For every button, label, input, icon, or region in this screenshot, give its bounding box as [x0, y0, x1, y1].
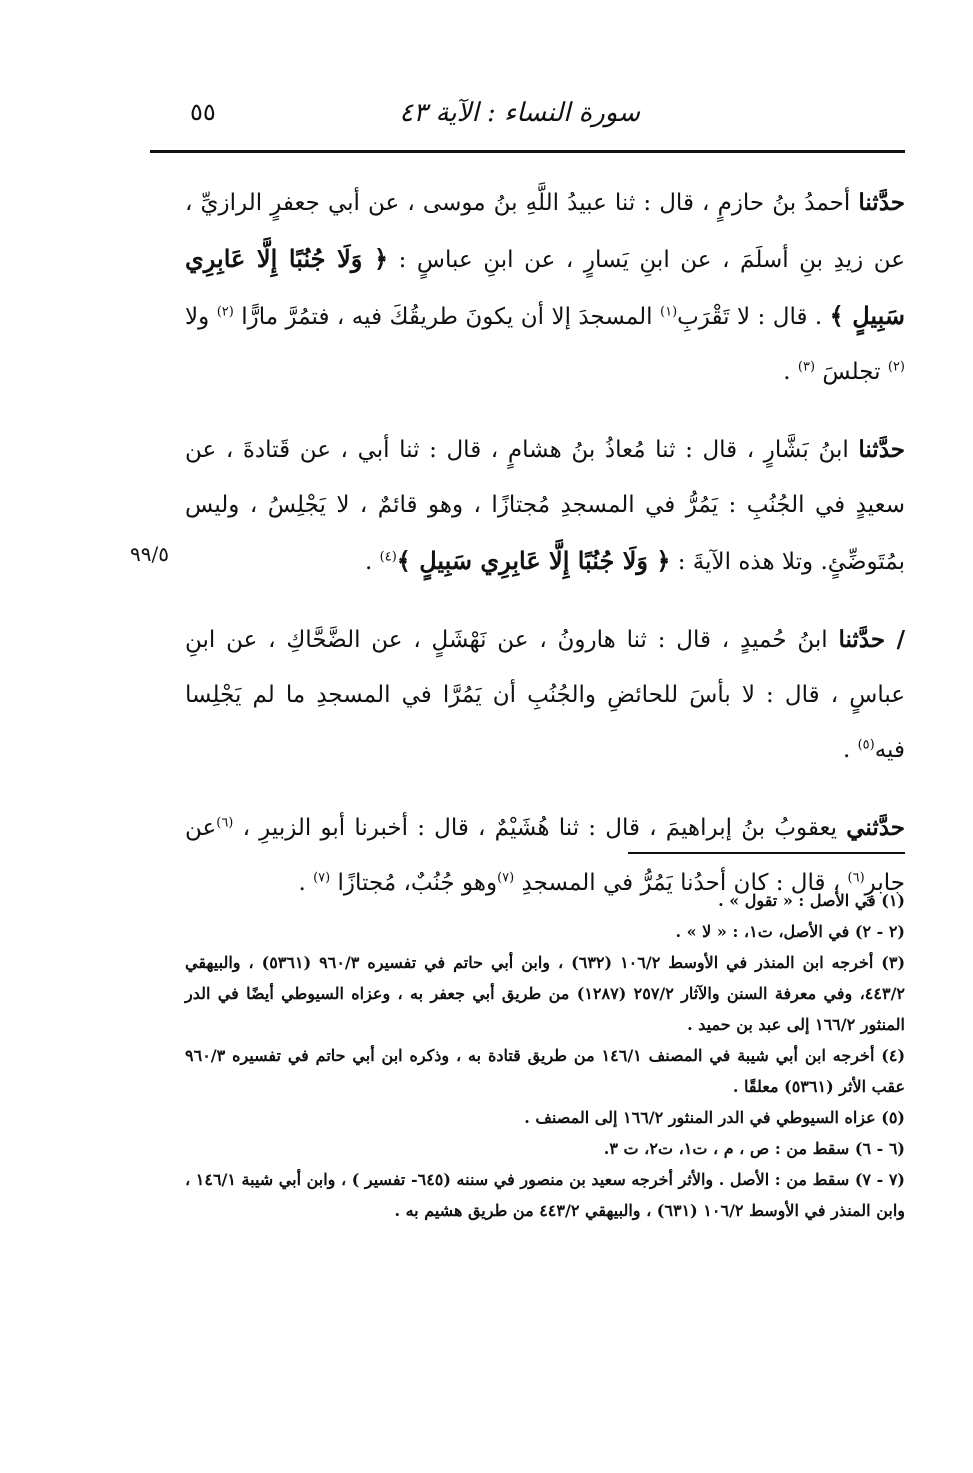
- footnote: (٣) أخرجه ابن المنذر في الأوسط ١٠٦/٢ (٦٣٢) ، وابن أبي حاتم في تفسيره ٩٦٠/٣ (٥٣٦١) ، والبيهقي ٤٤٣/٢، وفي معرفة السنن والآثار ٢٥٧/٢ (١٢٨٧) من طريق أبي جعفر به ، وعزاه السيوطي أيضًا في الدر المنثور ١٦٦/٢ إلى عبد بن حميد .: [185, 953, 906, 1034]
- paragraph-text: تجلسَ: [815, 359, 888, 385]
- margin-page-reference: ٩٩/٥: [130, 542, 169, 566]
- paragraph-text: .: [298, 870, 314, 896]
- hadith-paragraph: [185, 175, 905, 400]
- footnote: (١) في الأصل : « تقول » .: [718, 891, 905, 910]
- footnote: (٧ - ٧) سقط من : الأصل . والأثر أخرجه سعيد بن منصور في سننه (٦٤٥- تفسير ) ، وابن أبي شيبة ١٤٦/١ ، وابن المنذر في الأوسط ١٠٦/٢ (٦٣١) ، والبيهقي ٤٤٣/٢ من طريق هشيم به .: [185, 1170, 905, 1220]
- footnote-ref: (٧): [497, 870, 515, 886]
- header-rule: [150, 150, 905, 153]
- footnote-ref: (١): [660, 304, 678, 320]
- quran-verse: ﴿ وَلَا جُنُبًا إِلَّا عَابِرِي سَبِيلٍ ﴾: [396, 546, 671, 575]
- paragraph-text: ابنُ حُميدٍ ، قال : ثنا هارونُ ، عن نَهْشَلٍ ، عن الضَّحَّاكِ ، عن ابنِ عباسٍ ، قال : لا بأسَ للحائضِ والجُنُبِ أن يَمُرَّا في المسجدِ ما لم يَجْلِسا فيه: [185, 627, 905, 763]
- paragraph-text: ولا: [185, 304, 217, 330]
- footnote: (٥) عزاه السيوطي في الدر المنثور ١٦٦/٢ إلى المصنف .: [524, 1108, 905, 1127]
- footnote-ref: (٦): [216, 815, 234, 831]
- footnote-ref: (٢): [216, 304, 234, 320]
- footnote-ref: (٥): [857, 737, 875, 753]
- footnote-ref: (٦): [847, 870, 865, 886]
- footnote-ref: (٢): [887, 359, 905, 375]
- footnotes: [185, 885, 905, 1226]
- footnote-ref: (٧): [313, 870, 331, 886]
- paragraph-text: .: [783, 359, 798, 385]
- narration-lead: حدَّثنا: [858, 436, 905, 463]
- hadith-paragraph: [185, 422, 905, 590]
- footnote-ref: (٤): [379, 549, 397, 565]
- running-header: [150, 98, 905, 138]
- main-text: [185, 175, 905, 933]
- paragraph-text: المسجدَ إلا أن يكونَ طريقُكَ فيه ، فتمُرَّ مارًّا: [233, 304, 660, 330]
- paragraph-text: عن جابرٍ: [185, 815, 905, 896]
- paragraph-text: ابنُ بَشَّارٍ ، قال : ثنا مُعاذُ بنُ هشامٍ ، قال : ثنا أبي ، عن قَتادةَ ، عن سعيدٍ في الجُنُبِ : يَمُرُّ في المسجدِ مُجتازًا ، وهو قائمٌ ، لا يَجْلِسُ ، وليس بمُتَوضِّئٍ. وتلا هذه الآيةَ :: [185, 437, 905, 575]
- narration-lead: حدَّثني: [846, 814, 906, 841]
- footnote-ref: (٣): [797, 359, 816, 375]
- surah-title: سورة النساء : الآية ٤٣: [399, 98, 640, 128]
- hadith-paragraph: [185, 612, 905, 778]
- quran-verse: ﴿ وَلَا جُنُبًا إِلَّا عَابِرِي سَبِيلٍ ﴾: [185, 244, 905, 330]
- footnote: (٢ - ٢) في الأصل، ت١، : « لا » .: [675, 922, 905, 941]
- paragraph-text: .: [365, 549, 380, 575]
- footnote: (٤) أخرجه ابن أبي شيبة في المصنف ١٤٦/١ من طريق قتادة به ، وذكره ابن أبي حاتم في تفسيره ٩٦٠/٣ عقب الأثر (٥٣٦١) معلقًا .: [185, 1046, 906, 1096]
- paragraph-text: أحمدُ بنُ حازمٍ ، قال : ثنا عبيدُ اللَّهِ بنُ موسى ، عن أبي جعفرٍ الرازيِّ ، عن زيدِ بنِ أسلَمَ ، عن ابنِ يَسارٍ ، عن ابنِ عباسٍ :: [185, 190, 906, 273]
- paragraph-text: . قال : لا تَقْرَبِ: [677, 304, 823, 330]
- footnote-separator: [628, 852, 905, 854]
- paragraph-text: ، قال : كان أحدُنا يَمُرُّ في المسجدِ: [514, 870, 848, 896]
- narration-lead: حدَّثنا: [858, 189, 905, 216]
- paragraph-text: وهو جُنُبٌ، مُجتازًا: [330, 870, 498, 896]
- paragraph-text: يعقوبُ بنُ إبراهيمَ ، قال : ثنا هُشَيْمٌ ، قال : أخبرنا أبو الزبيرِ ،: [233, 815, 837, 841]
- narration-lead: / حدَّثنا: [838, 626, 905, 653]
- paragraph-text: .: [842, 737, 858, 763]
- footnote: (٦ - ٦) سقط من : ص ، م ، ت١، ت٢، ت ٣.: [603, 1139, 905, 1158]
- page-number: ٥٥: [190, 98, 216, 126]
